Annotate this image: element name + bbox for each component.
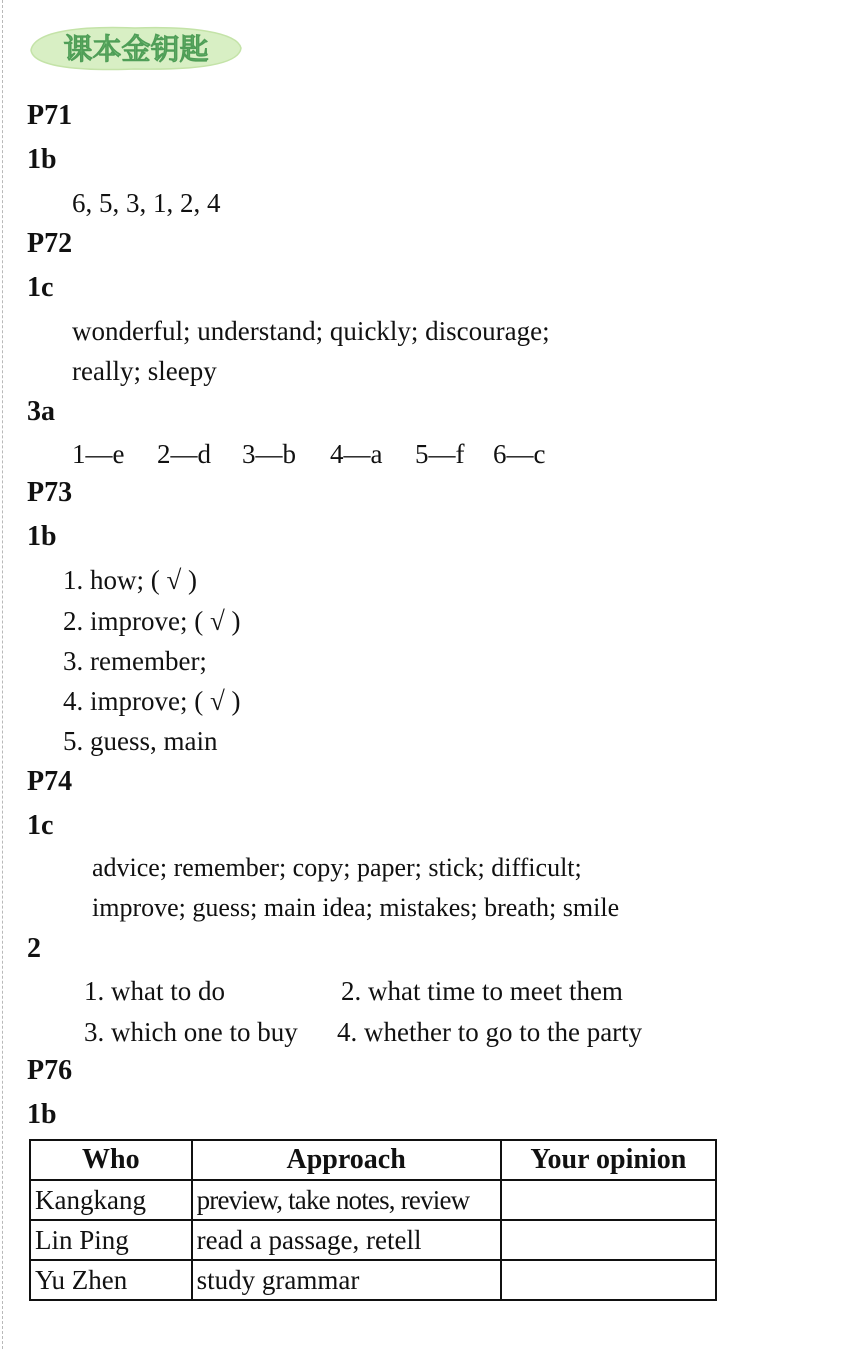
- header-banner: [25, 20, 247, 76]
- column-header-approach: Approach: [192, 1140, 501, 1180]
- exercise-label-p74-1c: 1c: [27, 810, 54, 841]
- table-cell-approach: read a passage, retell: [192, 1220, 501, 1260]
- column-header-who: Who: [30, 1140, 192, 1180]
- banner-title: 课本金钥匙: [63, 32, 209, 66]
- table-header-row: [30, 1140, 716, 1180]
- section-heading-p73: P73: [27, 477, 73, 508]
- match-pair: 4—a: [330, 439, 383, 469]
- list-item: 4. whether to go to the party: [337, 1017, 643, 1047]
- exercise-label-p76-1b: 1b: [27, 1099, 57, 1130]
- match-pair: 5—f: [415, 439, 465, 469]
- exercise-label-p73-1b: 1b: [27, 521, 57, 552]
- answer-line: improve; guess; main idea; mistakes; breath; smile: [92, 893, 620, 922]
- table-row: [30, 1180, 716, 1220]
- match-pair: 6—c: [493, 439, 546, 469]
- column-header-opinion: Your opinion: [501, 1140, 716, 1180]
- table-cell-opinion: [501, 1180, 716, 1220]
- table-cell-approach: preview, take notes, review: [192, 1180, 501, 1220]
- answer-p71-1b: 6, 5, 3, 1, 2, 4: [72, 188, 221, 218]
- table-cell-opinion: [501, 1220, 716, 1260]
- list-item: 2. improve; ( √ ): [63, 606, 241, 636]
- table-row: [30, 1260, 716, 1300]
- table-cell-who: Kangkang: [30, 1180, 192, 1220]
- table-cell-approach: study grammar: [192, 1260, 501, 1300]
- page-edge-dashed-rule: [2, 0, 3, 1349]
- list-item: 4. improve; ( √ ): [63, 686, 241, 716]
- answer-line: really; sleepy: [72, 356, 217, 386]
- exercise-label-p72-1c: 1c: [27, 272, 54, 303]
- list-item: 1. what to do: [84, 976, 225, 1006]
- answer-line: wonderful; understand; quickly; discourage;: [72, 316, 550, 346]
- table-cell-opinion: [501, 1260, 716, 1300]
- table-cell-who: Yu Zhen: [30, 1260, 192, 1300]
- list-item: 3. which one to buy: [84, 1017, 298, 1047]
- list-item: 3. remember;: [63, 646, 207, 676]
- table-cell-who: Lin Ping: [30, 1220, 192, 1260]
- match-pair: 1—e: [72, 439, 125, 469]
- list-item: 5. guess, main: [63, 726, 218, 756]
- match-pair: 2—d: [157, 439, 211, 469]
- section-heading-p71: P71: [27, 100, 73, 131]
- exercise-label-p71-1b: 1b: [27, 144, 57, 175]
- section-heading-p72: P72: [27, 228, 73, 259]
- list-item: 1. how; ( √ ): [63, 565, 198, 595]
- answer-table: [29, 1139, 717, 1301]
- exercise-label-p74-2: 2: [27, 933, 41, 964]
- exercise-label-p72-3a: 3a: [27, 396, 55, 427]
- section-heading-p74: P74: [27, 766, 73, 797]
- table-row: [30, 1220, 716, 1260]
- match-pair: 3—b: [242, 439, 296, 469]
- answer-line: advice; remember; copy; paper; stick; difficult;: [92, 853, 582, 882]
- section-heading-p76: P76: [27, 1055, 73, 1086]
- list-item: 2. what time to meet them: [341, 976, 623, 1006]
- banner-graphic: [25, 20, 247, 76]
